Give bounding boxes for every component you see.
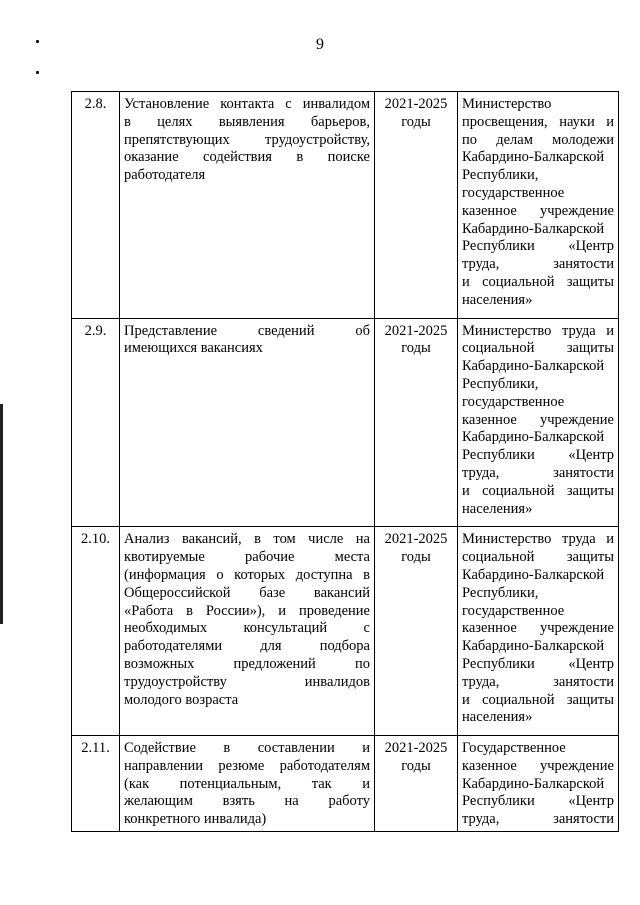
period-cell bbox=[375, 92, 458, 319]
activity-line: в целях выявления барьеров, bbox=[124, 113, 370, 130]
activity-line: необходимых консультаций с bbox=[124, 620, 370, 637]
activity-line: работодателями для подбора bbox=[124, 638, 370, 655]
responsible-line: социальной защиты bbox=[462, 340, 614, 357]
table-row bbox=[72, 92, 619, 319]
scan-mark bbox=[36, 71, 39, 74]
row-number: 2.8. bbox=[72, 92, 120, 319]
measures-table bbox=[71, 91, 619, 832]
row-number: 2.11. bbox=[72, 736, 120, 832]
activity-line: трудоустройству инвалидов bbox=[124, 673, 370, 690]
responsible-line: Кабардино-Балкарской bbox=[462, 358, 605, 375]
activity-line: Общероссийской базе вакансий bbox=[124, 584, 370, 601]
period-years: 2021-2025 bbox=[384, 531, 448, 548]
responsible-line: Министерство труда и bbox=[462, 322, 614, 339]
table-row bbox=[72, 318, 619, 527]
period-cell bbox=[375, 736, 458, 832]
responsible-line: Республики «Центр bbox=[462, 238, 614, 255]
responsible-line: труда, занятости bbox=[462, 673, 614, 690]
responsible-cell bbox=[458, 736, 619, 832]
responsible-line: Республики «Центр bbox=[462, 655, 614, 672]
responsible-line: государственное bbox=[462, 602, 565, 619]
activity-line: квотируемые рабочие места bbox=[124, 549, 370, 566]
responsible-line: казенное учреждение bbox=[462, 620, 614, 637]
responsible-line: Республики, bbox=[462, 375, 539, 392]
responsible-line: социальной защиты bbox=[462, 549, 614, 566]
responsible-line: казенное учреждение bbox=[462, 411, 614, 428]
activity-line: молодого возраста bbox=[124, 691, 239, 708]
activity-line: (как потенциальным, так и bbox=[124, 775, 370, 792]
activity-line: направлении резюме работодателям bbox=[124, 757, 370, 774]
activity-line: Содействие в составлении и bbox=[124, 740, 370, 757]
period-years: 2021-2025 bbox=[384, 740, 448, 757]
responsible-line: Кабардино-Балкарской bbox=[462, 429, 605, 446]
responsible-line: труда, занятости bbox=[462, 464, 614, 481]
responsible-line: Министерство bbox=[462, 96, 552, 112]
activity-line: Представление сведений об bbox=[124, 322, 370, 339]
responsible-line: труда, занятости bbox=[462, 811, 614, 828]
period-cell bbox=[375, 527, 458, 736]
period-unit: годы bbox=[401, 549, 431, 566]
responsible-line: Республики «Центр bbox=[462, 793, 614, 810]
row-number: 2.10. bbox=[72, 527, 120, 736]
scan-edge-mark bbox=[0, 404, 3, 624]
responsible-line: населения» bbox=[462, 500, 533, 517]
responsible-line: и социальной защиты bbox=[462, 482, 614, 499]
activity-line: конкретного инвалида) bbox=[124, 811, 267, 828]
responsible-line: населения» bbox=[462, 291, 533, 308]
activity-cell bbox=[120, 527, 375, 736]
period-unit: годы bbox=[401, 340, 431, 357]
activity-line: «Работа в России»), и проведение bbox=[124, 602, 370, 619]
responsible-line: Кабардино-Балкарской bbox=[462, 149, 605, 166]
responsible-line: государственное bbox=[462, 393, 565, 410]
responsible-line: Кабардино-Балкарской bbox=[462, 775, 605, 792]
activity-line: имеющихся вакансиях bbox=[124, 340, 263, 357]
responsible-cell bbox=[458, 318, 619, 527]
responsible-line: труда, занятости bbox=[462, 256, 614, 273]
responsible-line: Республики, bbox=[462, 167, 539, 184]
table-row bbox=[72, 736, 619, 832]
period-years: 2021-2025 bbox=[384, 96, 448, 112]
activity-line: возможных предложений по bbox=[124, 655, 370, 672]
activity-line: препятствующих трудоустройству, bbox=[124, 131, 370, 148]
responsible-line: казенное учреждение bbox=[462, 202, 614, 219]
responsible-line: Государственное bbox=[462, 740, 566, 757]
responsible-line: просвещения, науки и bbox=[462, 113, 614, 130]
period-cell bbox=[375, 318, 458, 527]
page-number: 9 bbox=[316, 36, 324, 53]
responsible-line: Республики «Центр bbox=[462, 447, 614, 464]
period-years: 2021-2025 bbox=[384, 322, 448, 339]
responsible-line: государственное bbox=[462, 184, 565, 201]
responsible-cell bbox=[458, 92, 619, 319]
responsible-cell bbox=[458, 527, 619, 736]
period-unit: годы bbox=[401, 113, 431, 130]
activity-cell bbox=[120, 318, 375, 527]
responsible-line: Министерство труда и bbox=[462, 531, 614, 548]
activity-line: Установление контакта с инвалидом bbox=[124, 96, 370, 112]
activity-line: (информация о которых доступна в bbox=[124, 566, 370, 583]
activity-line: Анализ вакансий, в том числе на bbox=[124, 531, 370, 548]
activity-line: работодателя bbox=[124, 167, 206, 184]
row-number: 2.9. bbox=[72, 318, 120, 527]
table-row bbox=[72, 527, 619, 736]
responsible-line: и социальной защиты bbox=[462, 273, 614, 290]
responsible-line: казенное учреждение bbox=[462, 757, 614, 774]
activity-cell bbox=[120, 92, 375, 319]
activity-line: желающим взять на работу bbox=[124, 793, 370, 810]
activity-line: оказание содействия в поиске bbox=[124, 149, 370, 166]
responsible-line: Кабардино-Балкарской bbox=[462, 220, 605, 237]
responsible-line: Республики, bbox=[462, 584, 539, 601]
responsible-line: Кабардино-Балкарской bbox=[462, 638, 605, 655]
responsible-line: населения» bbox=[462, 709, 533, 726]
responsible-line: по делам молодежи bbox=[462, 131, 614, 148]
responsible-line: и социальной защиты bbox=[462, 691, 614, 708]
activity-cell bbox=[120, 736, 375, 832]
responsible-line: Кабардино-Балкарской bbox=[462, 566, 605, 583]
period-unit: годы bbox=[401, 757, 431, 774]
